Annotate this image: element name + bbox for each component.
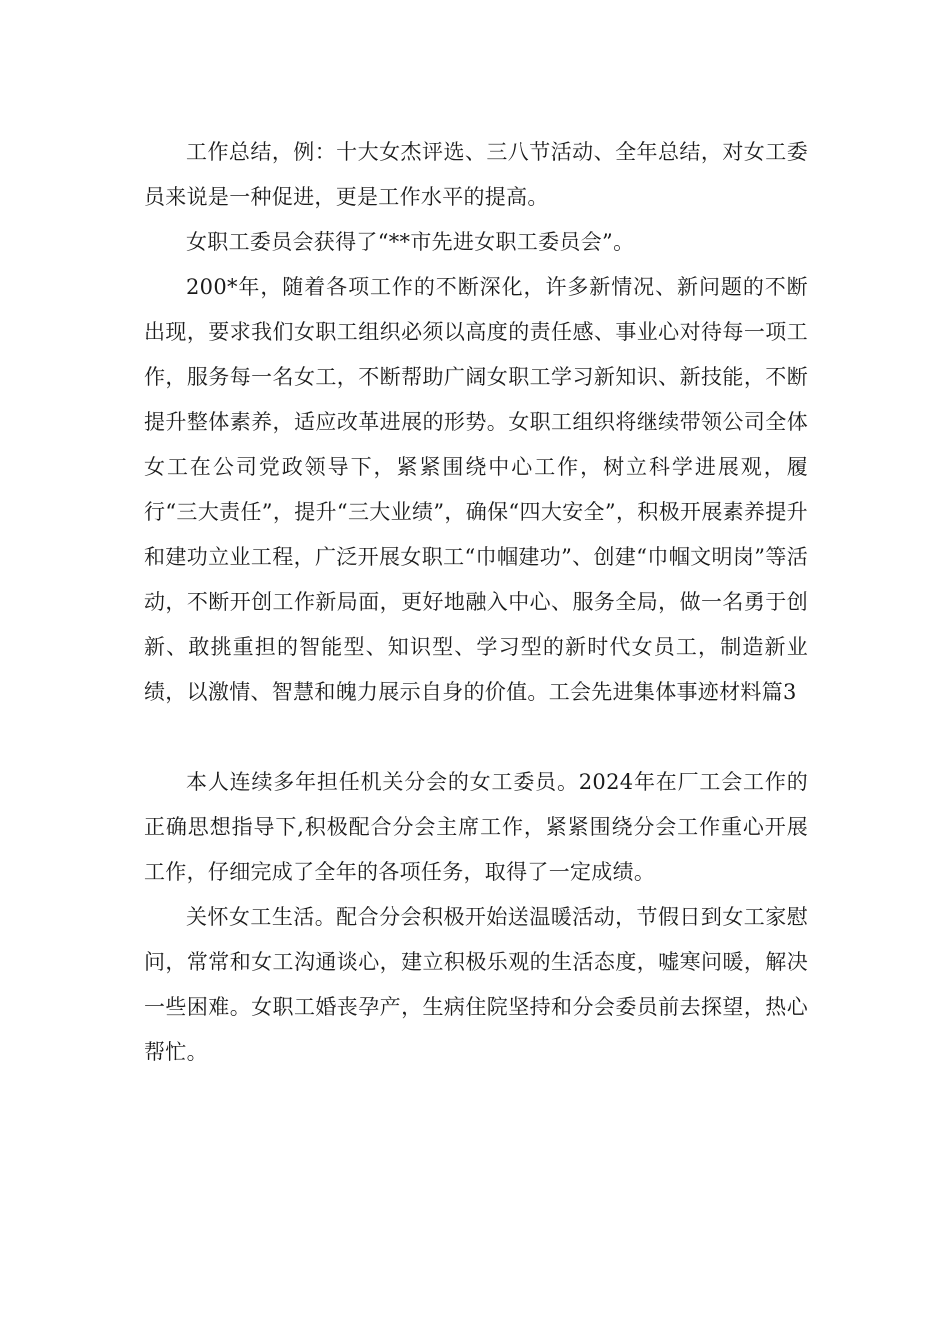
paragraph: 女职工委员会获得了“**市先进女职工委员会”。	[186, 230, 635, 254]
paragraph: 工作总结，例：十大女杰评选、三八节活动、全年总结，对女工委员来说是一种促进，更是工作水平的提高。	[144, 140, 808, 209]
paragraph: 200*年，随着各项工作的不断深化，许多新情况、新问题的不断出现，要求我们女职工组织必须以高度的责任感、事业心对待每一项工作，服务每一名女工，不断帮助广阔女职工学习新知识、新技能，不断提升整体素养，适应改革进展的形势。女职工组织将继续带领公司全体女工在公司党政领导下，紧紧围绕中心工作，树立科学进展观，履行“三大责任”，提升“三大业绩”，确保“四大安全”，积极开展素养提升和建功立业工程，广泛开展女职工“巾帼建功”、创建“巾帼文明岗”等活动，不断开创工作新局面，更好地融入中心、服务全局，做一名勇于创新、敢挑重担的智能型、知识型、学习型的新时代女员工，制造新业绩，以激情、智慧和魄力展示自身的价值。工会先进集体事迹材料篇3	[144, 275, 808, 704]
section-gap	[144, 715, 808, 760]
document-body	[144, 130, 808, 1075]
paragraph: 本人连续多年担任机关分会的女工委员。2024年在厂工会工作的正确思想指导下,积极配合分会主席工作，紧紧围绕分会工作重心开展工作，仔细完成了全年的各项任务，取得了一定成绩。	[144, 770, 808, 884]
paragraph: 关怀女工生活。配合分会积极开始送温暖活动，节假日到女工家慰问，常常和女工沟通谈心，建立积极乐观的生活态度，嘘寒问暖，解决一些困难。女职工婚丧孕产，生病住院坚持和分会委员前去探望，热心帮忙。	[144, 905, 808, 1064]
